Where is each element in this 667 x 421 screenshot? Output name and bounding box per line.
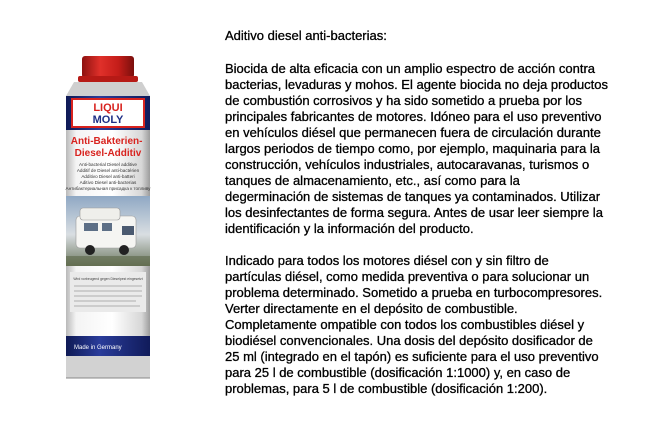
product-name-small: Aditivo Diesel anti-bacterias (79, 180, 137, 185)
product-name-small: Антибактериальная присадка к топливу (65, 186, 151, 191)
text-line: Verter directamente en el depósito de combustible. (225, 301, 518, 316)
brand-line2: MOLY (92, 114, 124, 126)
product-name-small: Additif de Diesel anti-bactérien (76, 168, 140, 173)
text-line: problemas, para 5 l de combustible (dosificación 1:200). (225, 381, 548, 396)
made-in-label: Made in Germany (74, 345, 122, 351)
product-name-small: Additivo Diesel anti-batteri (81, 174, 135, 179)
text-line: 25 ml (integrado en el tapón) es suficiente para el uso preventivo (225, 349, 599, 364)
text-line: degerminación de sistemas de tanques ya contaminados. Utilizar (225, 189, 601, 204)
text-line: en vehículos diésel que permanecen fuera de circulación durante (225, 125, 601, 140)
page-heading: Aditivo diesel anti-bacterias: (225, 28, 387, 43)
paragraph-usage (225, 253, 665, 397)
can-base (66, 356, 150, 378)
product-name-de (71, 136, 145, 159)
can-shoulder (66, 82, 150, 96)
can-cap (82, 56, 134, 78)
paragraph-biocide (225, 61, 665, 237)
text-line: bacterias, levaduras y mohos. El agente biocida no deja productos (225, 77, 609, 92)
product-name-line: Anti-Bakterien- (70, 136, 143, 147)
text-line: de combustión corrosivos y ha sido sometido a prueba por los (225, 93, 582, 108)
text-line: Biocida de alta eficacia con un amplio espectro de acción contra (225, 61, 595, 76)
text-line: Indicado para todos los motores diésel con y sin filtro de (225, 253, 549, 268)
text-line: biodiésel convencionales. Una dosis del depósito dosificador de (225, 333, 593, 348)
brand-line1: LIQUI (93, 102, 123, 114)
text-line: identificación y la información del producto. (225, 221, 474, 236)
text-line: los desinfectantes de forma segura. Antes de usar leer siempre la (225, 205, 603, 220)
info-small-text: Wird vorbeugend gegen Dieselpest eingesetzt (73, 277, 143, 281)
description-text (225, 28, 665, 397)
text-line: largos periodos de tiempo como, por ejemplo, maquinaria para la (225, 141, 601, 156)
product-name-small: Anti-bacterial Diesel additive (79, 162, 137, 167)
text-line: partículas diésel, como medida preventiva o para solucionar un (225, 269, 590, 284)
text-line: para 25 l de combustible (dosificación 1:1000) y, en caso de (225, 365, 571, 380)
text-line: Completamente ompatible con todos los combustibles diésel y (225, 317, 585, 332)
text-line: construcción, vehículos industriales, autocaravanas, turismos o (225, 157, 590, 172)
text-line: problema determinado. Sometido a prueba en turbocompresores. (225, 285, 603, 300)
product-name-line: Diesel-Additiv (74, 148, 142, 159)
can-cap-ring (78, 76, 138, 82)
product-can-image (62, 56, 154, 384)
camper-van-photo (66, 196, 150, 266)
text-line: principales fabricantes de motores. Idóneo para el uso preventivo (225, 109, 602, 124)
text-line: tanques de almacenamiento, etc., así como para la (225, 173, 520, 188)
